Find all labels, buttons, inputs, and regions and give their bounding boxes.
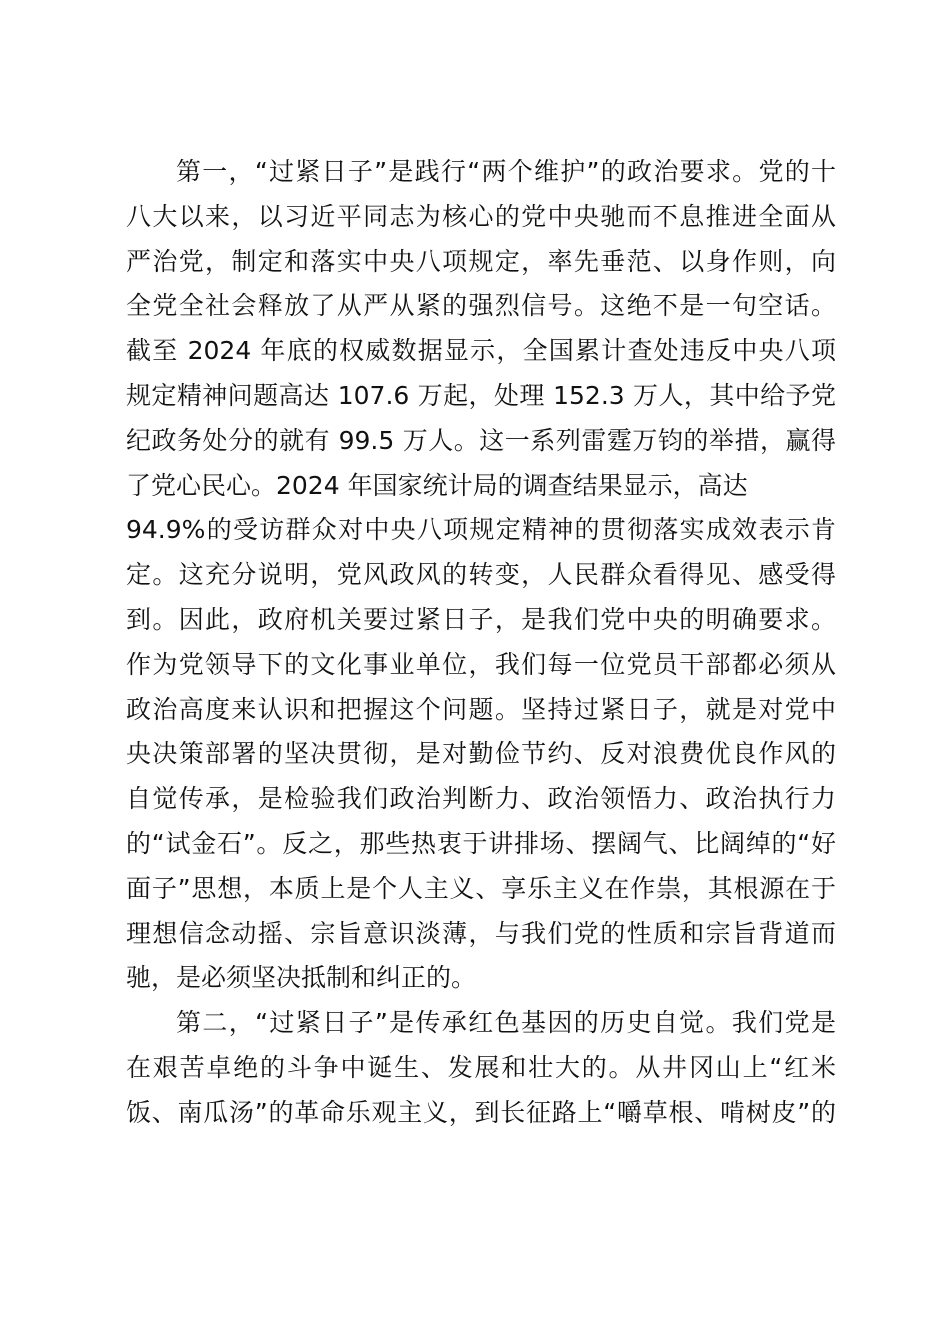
paragraph-line: 理想信念动摇、宗旨意识淡薄，与我们党的性质和宗旨背道而 [126,918,836,948]
paragraph-line: 的“试金石”。反之，那些热衷于讲排场、摆阔气、比阔绰的“好 [126,828,836,858]
paragraph-line: 央决策部署的坚决贯彻，是对勤俭节约、反对浪费优良作风的 [126,739,836,769]
paragraph-line: 截至 2024 年底的权威数据显示，全国累计查处违反中央八项 [126,336,836,366]
paragraph-line: 纪政务处分的就有 99.5 万人。这一系列雷霆万钧的举措，赢得 [126,425,836,455]
paragraph-line: 八大以来，以习近平同志为核心的党中央驰而不息推进全面从 [126,201,836,231]
paragraph-line: 在艰苦卓绝的斗争中诞生、发展和壮大的。从井冈山上“红米 [126,1052,836,1082]
paragraph-line: 到。因此，政府机关要过紧日子，是我们党中央的明确要求。 [126,604,836,634]
paragraph-line: 规定精神问题高达 107.6 万起，处理 152.3 万人，其中给予党 [126,380,836,410]
paragraph-line: 全党全社会释放了从严从紧的强烈信号。这绝不是一句空话。 [126,291,836,321]
paragraph-line: 驰，是必须坚决抵制和纠正的。 [126,963,477,993]
paragraph-1 [126,150,836,1001]
paragraph-line: 94.9%的受访群众对中央八项规定精神的贯彻落实成效表示肯 [126,515,836,545]
paragraph-line: 定。这充分说明，党风政风的转变，人民群众看得见、感受得 [126,560,836,590]
paragraph-2 [126,1001,836,1135]
paragraph-line: 第一，“过紧日子”是践行“两个维护”的政治要求。党的十 [176,157,836,186]
paragraph-line: 饭、南瓜汤”的革命乐观主义，到长征路上“嚼草根、啃树皮”的 [126,1097,836,1127]
paragraph-line: 自觉传承，是检验我们政治判断力、政治领悟力、政治执行力 [126,784,836,814]
paragraph-line: 面子”思想，本质上是个人主义、享乐主义在作祟，其根源在于 [126,873,836,903]
paragraph-line: 第二，“过紧日子”是传承红色基因的历史自觉。我们党是 [176,1008,836,1038]
paragraph-line: 严治党，制定和落实中央八项规定，率先垂范、以身作则，向 [126,246,836,276]
paragraph-line: 了党心民心。2024 年国家统计局的调查结果显示，高达 [126,470,748,500]
paragraph-line: 政治高度来认识和把握这个问题。坚持过紧日子，就是对党中 [126,694,836,724]
body-text [126,150,836,1136]
paragraph-line: 作为党领导下的文化事业单位，我们每一位党员干部都必须从 [126,649,836,679]
